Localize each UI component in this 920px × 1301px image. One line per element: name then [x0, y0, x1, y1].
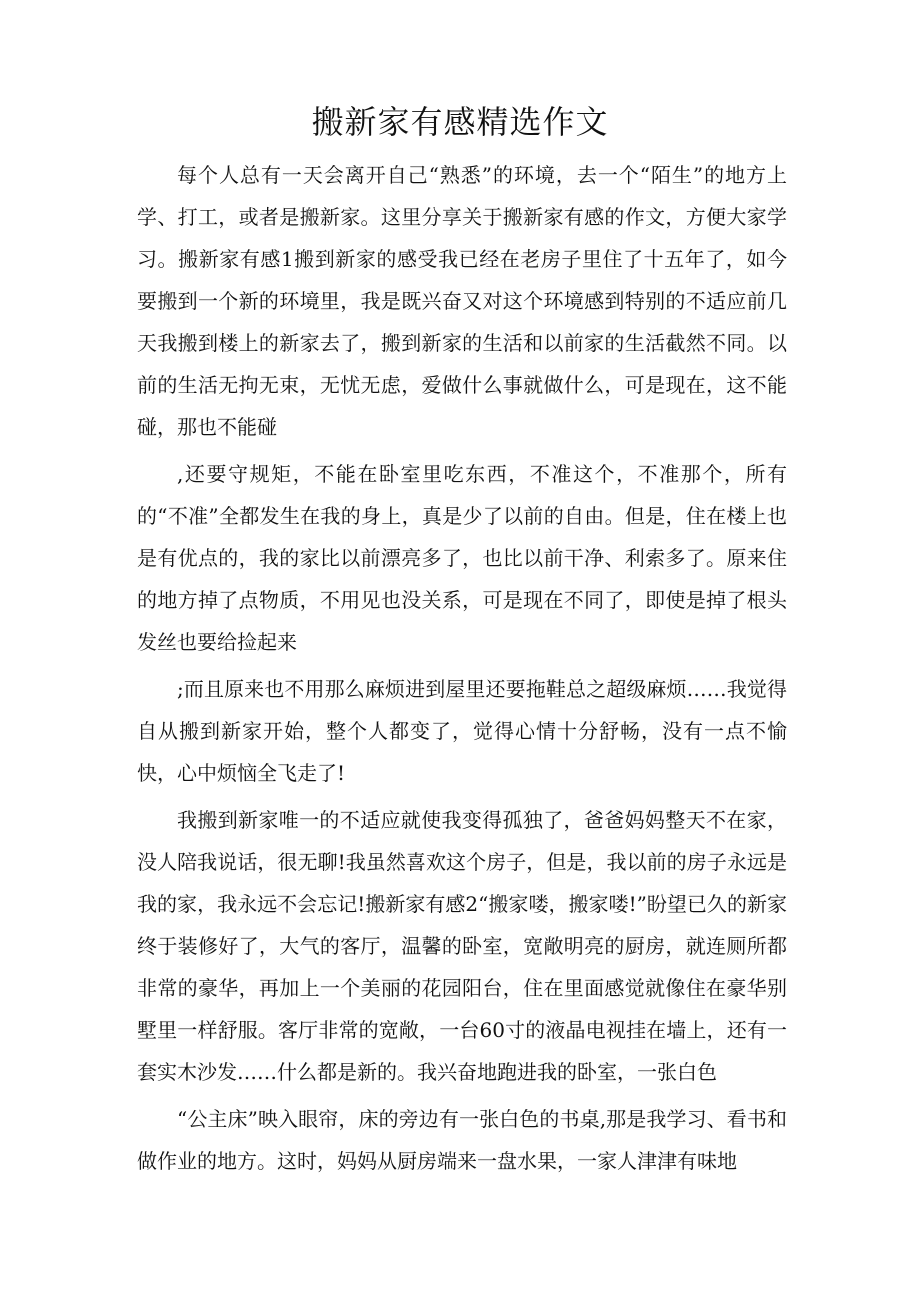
- paragraph-4: 我搬到新家唯一的不适应就使我变得孤独了，爸爸妈妈整天不在家，没人陪我说话，很无聊!我虽然喜欢这个房子，但是，我以前的房子永远是我的家，我永远不会忘记!搬新家有感2“搬家喽，搬家喽!”盼望已久的新家终于装修好了，大气的客厅，温馨的卧室，宽敞明亮的厨房，就连厕所都非常的豪华，再加上一个美丽的花园阳台，住在里面感觉就像住在豪华别墅里一样舒服。客厅非常的宽敞，一台60寸的液晶电视挂在墙上，还有一套实木沙发……什么都是新的。我兴奋地跑进我的卧室，一张白色: [137, 808, 787, 1084]
- paragraph-5: “公主床”映入眼帘，床的旁边有一张白色的书桌,那是我学习、看书和做作业的地方。这时，妈妈从厨房端来一盘水果，一家人津津有味地: [137, 1107, 787, 1173]
- paragraph-1: 每个人总有一天会离开自己“熟悉”的环境，去一个“陌生”的地方上学、打工，或者是搬新家。这里分享关于搬新家有感的作文，方便大家学习。搬新家有感1搬到新家的感受我已经在老房子里住了十五年了，如今要搬到一个新的环境里，我是既兴奋又对这个环境感到特别的不适应前几天我搬到楼上的新家去了，搬到新家的生活和以前家的生活截然不同。以前的生活无拘无束，无忧无虑，爱做什么事就做什么，可是现在，这不能碰，那也不能碰: [137, 163, 787, 439]
- document-body: [137, 154, 787, 1187]
- paragraph-2: ,还要守规矩，不能在卧室里吃东西，不准这个，不准那个，所有的“不准”全都发生在我的身上，真是少了以前的自由。但是，住在楼上也是有优点的，我的家比以前漂亮多了，也比以前干净、利索多了。原来住的地方掉了点物质，不用见也没关系，可是现在不同了，即使是掉了根头发丝也要给捡起来: [137, 462, 787, 654]
- document-title: 搬新家有感精选作文: [311, 103, 609, 141]
- paragraph-3: ;而且原来也不用那么麻烦进到屋里还要拖鞋总之超级麻烦……我觉得自从搬到新家开始，整个人都变了，觉得心情十分舒畅，没有一点不愉快，心中烦恼全飞走了!: [137, 677, 787, 785]
